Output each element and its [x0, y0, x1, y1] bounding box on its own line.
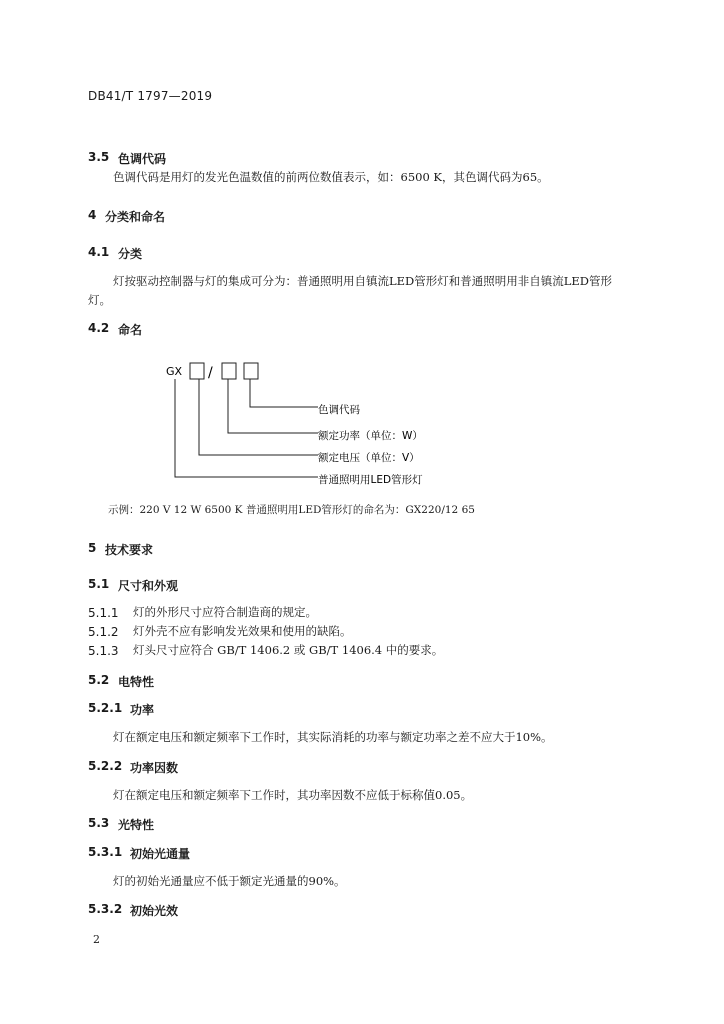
- item-5-1-1-text: 灯的外形尺寸应符合制造商的规定。: [133, 605, 317, 619]
- section-5-2-title: 电特性: [118, 675, 155, 689]
- section-5-2-2-title: 功率因数: [130, 761, 179, 775]
- section-5-2-1-text: 灯在额定电压和额定频率下工作时，其实际消耗的功率与额定功率之差不应大于10%。: [113, 730, 553, 744]
- section-5-3-1-text: 灯的初始光通量应不低于额定光通量的90%。: [113, 874, 346, 888]
- section-4-number: 4: [88, 208, 97, 222]
- item-5-1-3-text: 灯头尺寸应符合 GB/T 1406.2 或 GB/T 1406.4 中的要求。: [133, 643, 444, 657]
- leader-power: [228, 379, 318, 433]
- section-4-2-title: 命名: [118, 323, 143, 337]
- diagram-box-power: [222, 363, 236, 379]
- section-4-title: 分类和命名: [105, 210, 166, 224]
- leader-type: [175, 379, 318, 477]
- label-color-code: 色调代码: [318, 404, 360, 416]
- section-5-3-1-title: 初始光通量: [130, 847, 191, 861]
- section-4-2-number: 4.2: [88, 321, 110, 335]
- section-5-2-2-text: 灯在额定电压和额定频率下工作时，其功率因数不应低于标称值0.05。: [113, 788, 473, 802]
- section-5-3-number: 5.3: [88, 816, 110, 830]
- label-voltage: 额定电压（单位：V）: [318, 452, 420, 464]
- naming-diagram: [150, 355, 470, 495]
- section-5-2-number: 5.2: [88, 673, 110, 687]
- item-5-1-2-number: 5.1.2: [88, 625, 119, 639]
- section-5-2-2-number: 5.2.2: [88, 759, 123, 773]
- naming-example: 示例：220 V 12 W 6500 K 普通照明用LED管形灯的命名为：GX220/12 65: [108, 504, 475, 516]
- item-5-1-1-number: 5.1.1: [88, 606, 119, 620]
- section-4-1-title: 分类: [118, 247, 143, 261]
- section-5-3-2-number: 5.3.2: [88, 902, 123, 916]
- section-4-1-number: 4.1: [88, 245, 110, 259]
- page-number: 2: [93, 933, 100, 946]
- section-5-2-1-title: 功率: [130, 703, 155, 717]
- section-5-3-title: 光特性: [118, 818, 155, 832]
- diagram-prefix: GX: [166, 365, 183, 378]
- section-5-title: 技术要求: [105, 543, 154, 557]
- standard-number: DB41/T 1797—2019: [88, 89, 213, 103]
- section-5-3-1-number: 5.3.1: [88, 845, 123, 859]
- item-5-1-2-text: 灯外壳不应有影响发光效果和使用的缺陷。: [133, 624, 352, 638]
- section-5-2-1-number: 5.2.1: [88, 701, 123, 715]
- diagram-slash: /: [208, 365, 213, 381]
- item-5-1-3-number: 5.1.3: [88, 644, 119, 658]
- section-5-1-title: 尺寸和外观: [118, 579, 179, 593]
- leader-voltage: [199, 379, 318, 455]
- diagram-box-color-code: [244, 363, 258, 379]
- leader-color-code: [250, 379, 318, 407]
- section-3-5-title: 色调代码: [118, 152, 167, 166]
- section-4-1-text-line1: 灯按驱动控制器与灯的集成可分为：普通照明用自镇流LED管形灯和普通照明用非自镇流LED管形: [113, 274, 612, 288]
- section-3-5-text: 色调代码是用灯的发光色温数值的前两位数值表示，如：6500 K，其色调代码为65。: [113, 170, 549, 184]
- label-power: 额定功率（单位：W）: [318, 430, 423, 442]
- section-5-1-number: 5.1: [88, 577, 110, 591]
- diagram-box-voltage: [190, 363, 204, 379]
- section-4-1-text-line2: 灯。: [88, 293, 111, 307]
- section-5-number: 5: [88, 541, 97, 555]
- section-3-5-number: 3.5: [88, 150, 110, 164]
- label-type: 普通照明用LED管形灯: [318, 474, 423, 486]
- section-5-3-2-title: 初始光效: [130, 904, 179, 918]
